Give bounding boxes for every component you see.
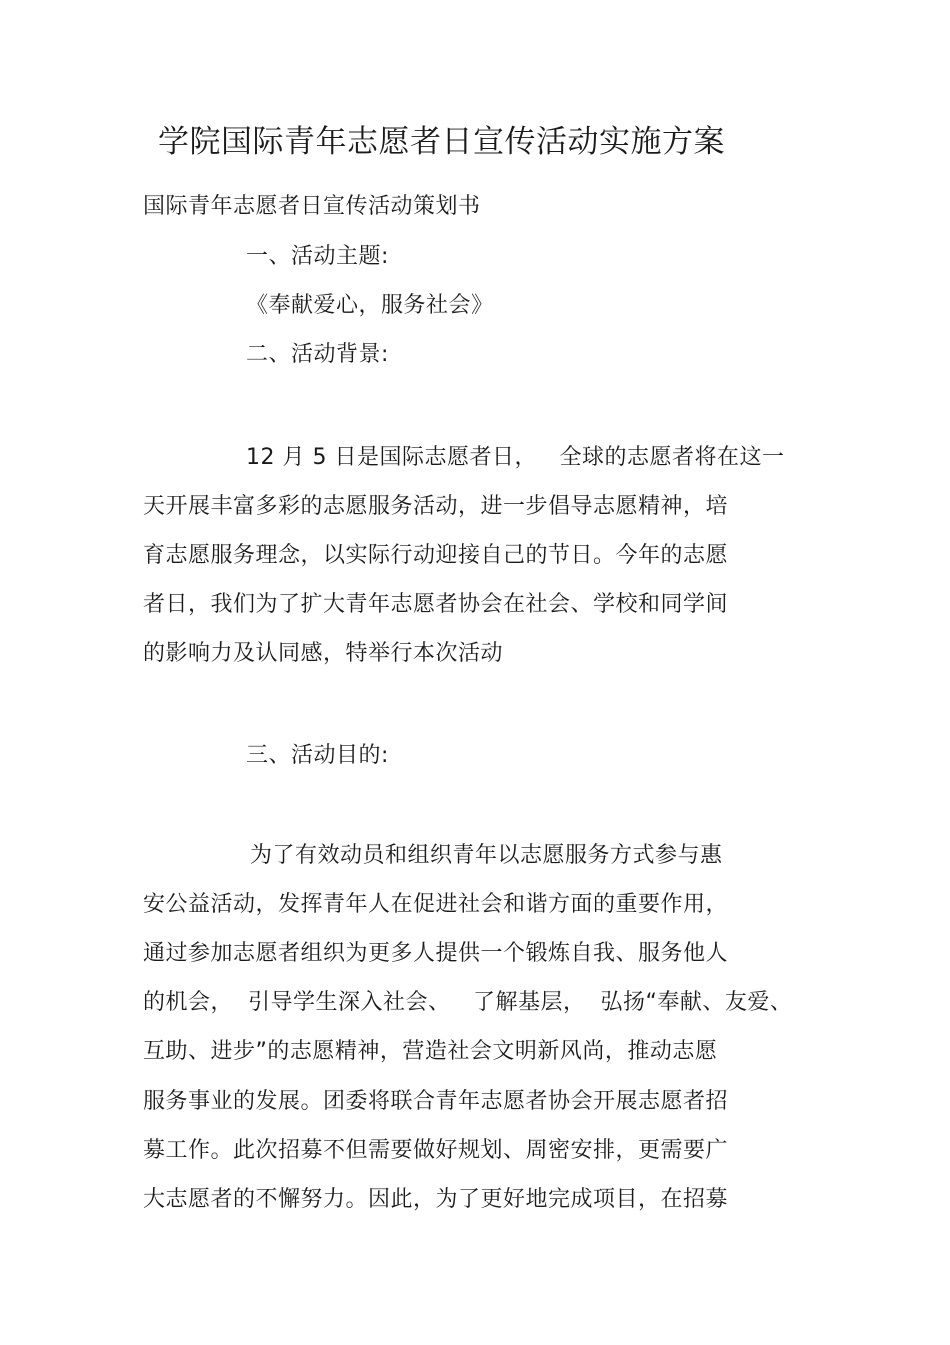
section3-line: 大志愿者的不懈努力。因此，为了更好地完成项目，在招募 bbox=[143, 1187, 729, 1212]
section3-line: 安公益活动，发挥青年人在促进社会和谐方面的重要作用， bbox=[143, 892, 729, 917]
section2-line: 的影响力及认同感，特举行本次活动 bbox=[143, 641, 504, 666]
section1-theme: 《奉献爱心，服务社会》 bbox=[246, 293, 494, 318]
section3-line: 服务事业的发展。团委将联合青年志愿者协会开展志愿者招 bbox=[143, 1089, 729, 1114]
document-title: 学院国际青年志愿者日宣传活动实施方案 bbox=[158, 124, 725, 160]
section3-line: 的机会， 引导学生深入社会、 了解基层， 弘扬“奉献、友爱、 bbox=[143, 990, 793, 1015]
section2-line: 12 月 5 日是国际志愿者日， 全球的志愿者将在这一 bbox=[246, 445, 785, 470]
section3-heading: 三、活动目的: bbox=[246, 743, 389, 768]
section2-line: 者日，我们为了扩大青年志愿者协会在社会、学校和同学间 bbox=[143, 592, 729, 617]
section2-line: 天开展丰富多彩的志愿服务活动，进一步倡导志愿精神，培 bbox=[143, 494, 729, 519]
section2-line: 育志愿服务理念，以实际行动迎接自己的节日。今年的志愿 bbox=[143, 543, 729, 568]
section3-line: 通过参加志愿者组织为更多人提供一个锻炼自我、服务他人 bbox=[143, 941, 729, 966]
section2-heading: 二、活动背景: bbox=[246, 342, 389, 367]
section3-line: 互助、进步”的志愿精神，营造社会文明新风尚，推动志愿 bbox=[143, 1039, 718, 1064]
section1-heading: 一、活动主题: bbox=[246, 244, 389, 269]
section3-line: 募工作。此次招募不但需要做好规划、周密安排，更需要广 bbox=[143, 1138, 729, 1163]
section3-line: 为了有效动员和组织青年以志愿服务方式参与惠 bbox=[250, 843, 723, 868]
document-subtitle: 国际青年志愿者日宣传活动策划书 bbox=[143, 194, 481, 219]
